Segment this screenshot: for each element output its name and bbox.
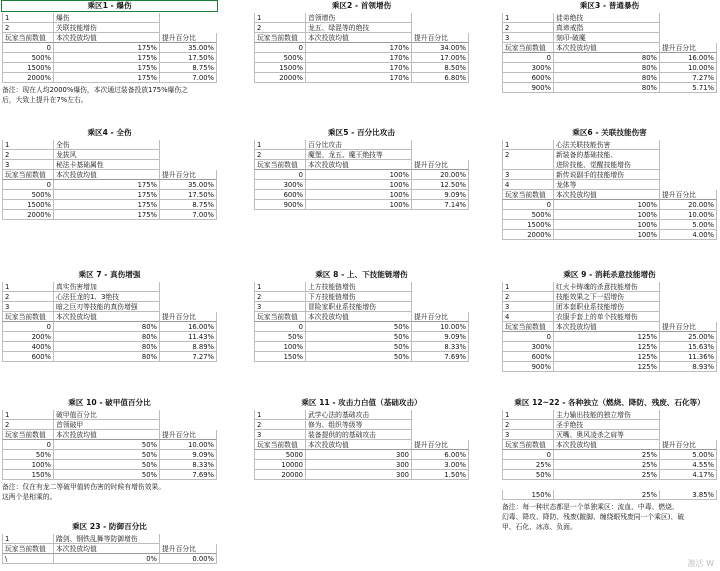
table-cell[interactable]: \ [2,554,54,564]
table-cell[interactable]: 8.33% [160,460,217,470]
column-header-cell[interactable]: 本次投放均值 [54,544,160,554]
column-header-cell[interactable]: 玩家当前数值 [502,43,554,53]
definition-text-cell[interactable]: 真谛戒指 [554,23,660,33]
definition-text-cell[interactable]: 秘法卡基础属性 [54,160,160,170]
table-cell[interactable]: 4.55% [660,460,717,470]
table-cell[interactable]: 100% [306,190,412,200]
table-cell[interactable]: 900% [502,83,554,93]
table-cell[interactable]: 17.00% [412,53,469,63]
block-title: 乘区 7 - 真伤增强 [78,270,141,279]
definition-index-cell[interactable]: 1 [254,140,306,150]
block-title: 乘区 8 - 上、下技能链增伤 [315,270,408,279]
table-cell[interactable]: 150% [2,470,54,480]
table-cell[interactable]: 10.00% [412,322,469,332]
table-cell[interactable]: 8.75% [160,63,217,73]
column-header-cell[interactable]: 玩家当前数值 [502,322,554,332]
block-title: 乘区 23 - 防御百分比 [72,522,147,531]
column-header-cell[interactable]: 提升百分比 [660,43,717,53]
table-cell[interactable]: 25% [502,460,554,470]
definition-text-cell[interactable]: 团本套职业系技能增伤 [554,302,660,312]
table-cell[interactable]: 9.09% [412,332,469,342]
column-header-cell[interactable]: 提升百分比 [412,440,469,450]
table-cell[interactable]: 80% [554,83,660,93]
definition-index-cell[interactable]: 4 [502,312,554,322]
definition-index-cell[interactable]: 1 [2,410,54,420]
table-cell[interactable]: 175% [54,43,160,53]
note-text: 幻毒、降攻、降防、残废(跛脚、缠绕眼残废同一个乘区)、破 [502,513,685,521]
definition-text-cell[interactable]: 全伤 [54,140,160,150]
definition-text-cell[interactable]: 装备提供的的基础攻击 [306,430,412,440]
definition-text-cell[interactable]: 关联技能增伤 [54,23,160,33]
column-header-cell[interactable]: 提升百分比 [160,312,217,322]
table-cell[interactable]: 1.50% [412,470,469,480]
definition-text-cell[interactable]: 真实伤害增加 [54,282,160,292]
table-cell[interactable]: 9.09% [412,190,469,200]
table-cell[interactable]: 7.14% [412,200,469,210]
definition-text-cell[interactable]: 圣手绝技 [554,420,660,430]
definition-index-cell[interactable]: 1 [502,282,554,292]
definition-text-cell[interactable]: 修为、组织等级等 [306,420,412,430]
column-header-cell[interactable]: 本次投放均值 [554,43,660,53]
column-header-cell[interactable]: 玩家当前数值 [2,33,54,43]
block-title: 乘区4 - 全伤 [87,128,132,137]
definition-index-cell[interactable]: 2 [502,292,554,302]
table-cell[interactable]: 16.00% [660,53,717,63]
table-cell[interactable]: 80% [554,63,660,73]
table-cell[interactable]: 400% [2,342,54,352]
column-header-cell[interactable]: 提升百分比 [412,33,469,43]
table-cell[interactable]: 0 [502,450,554,460]
definition-text-cell[interactable]: 龙拔风 [54,150,160,160]
table-cell[interactable]: 6.00% [412,450,469,460]
table-cell[interactable]: 0 [2,440,54,450]
table-cell[interactable]: 11.43% [160,332,217,342]
definition-index-cell[interactable]: 1 [254,410,306,420]
definition-text-cell[interactable]: 徒弟绝技 [554,13,660,23]
watermark: 激活 W [687,559,714,568]
table-cell[interactable]: 25% [554,490,660,500]
note-text: 备注：每一种状态都是一个单独乘区：流血、中毒、燃烧、 [502,503,679,511]
table-cell[interactable]: 175% [54,200,160,210]
column-header-cell[interactable]: 玩家当前数值 [502,440,554,450]
block-title: 乘区 9 - 消耗杀意技能增伤 [563,270,656,279]
table-cell[interactable]: 0 [502,53,554,63]
definition-index-cell[interactable]: 3 [254,302,306,312]
definition-text-cell[interactable]: 上方技能链增伤 [306,282,412,292]
block-title: 乘区 11 - 攻击力白值（基础攻击） [301,398,422,407]
definition-text-cell[interactable]: 衣服手套上的单个技能增伤 [554,312,660,322]
table-cell[interactable]: 10.00% [660,210,717,220]
definition-text-cell[interactable]: 龙五、绿混等的绝技 [306,23,412,33]
table-cell[interactable]: 50% [306,322,412,332]
table-cell[interactable]: 100% [554,200,660,210]
column-header-cell[interactable]: 本次投放均值 [54,312,160,322]
table-cell[interactable]: 80% [54,352,160,362]
definition-text-cell[interactable]: 灭嘴、奥风凌杀之肩等 [554,430,660,440]
table-cell[interactable]: 2000% [2,73,54,83]
definition-index-cell[interactable]: 2 [2,150,54,160]
table-cell[interactable]: 170% [306,63,412,73]
table-cell[interactable]: 500% [254,53,306,63]
table-cell[interactable]: 1500% [2,63,54,73]
table-cell[interactable]: 500% [2,53,54,63]
table-cell[interactable]: 300 [306,460,412,470]
table-cell[interactable]: 8.50% [412,63,469,73]
definition-index-cell[interactable]: 3 [502,33,554,43]
table-cell[interactable]: 50% [54,450,160,460]
definition-index-cell[interactable]: 3 [2,302,54,312]
table-cell[interactable]: 175% [54,63,160,73]
table-cell[interactable]: 35.00% [160,43,217,53]
table-cell[interactable]: 170% [306,53,412,63]
column-header-cell[interactable]: 玩家当前数值 [254,440,306,450]
table-cell[interactable]: 7.27% [660,73,717,83]
column-header-cell[interactable]: 玩家当前数值 [2,312,54,322]
definition-text-cell[interactable]: 下方技能链增伤 [306,292,412,302]
table-cell[interactable]: 5000 [254,450,306,460]
definition-text-cell[interactable]: 心法关联技能伤害 [554,140,660,150]
block-title: 乘区3 - 普通暴伤 [579,1,640,10]
definition-text-cell[interactable]: 红火卡铸魂的杀意技能增伤 [554,282,660,292]
table-cell[interactable]: 125% [554,342,660,352]
column-header-cell[interactable]: 玩家当前数值 [2,544,54,554]
definition-text-cell[interactable]: 踏剑、钢铁乱舞等防御增伤 [54,534,160,544]
table-cell[interactable]: 80% [554,53,660,63]
definition-index-cell[interactable]: 2 [2,420,54,430]
definition-index-cell[interactable]: 2 [502,23,554,33]
table-cell[interactable]: 80% [54,342,160,352]
column-header-cell[interactable]: 本次投放均值 [554,440,660,450]
table-cell[interactable]: 8.89% [160,342,217,352]
table-cell[interactable]: 100% [2,460,54,470]
column-header-cell[interactable]: 提升百分比 [160,430,217,440]
table-cell[interactable]: 50% [54,440,160,450]
table-cell[interactable]: 600% [2,352,54,362]
column-header-cell[interactable]: 玩家当前数值 [2,170,54,180]
table-cell[interactable]: 50% [2,450,54,460]
definition-index-cell[interactable]: 3 [502,430,554,440]
table-cell[interactable]: 175% [54,53,160,63]
table-cell[interactable]: 0 [2,180,54,190]
column-header-cell[interactable]: 提升百分比 [160,33,217,43]
definition-index-cell[interactable]: 1 [2,534,54,544]
block-title: 乘区6 - 关联技能伤害 [572,128,647,137]
definition-text-cell[interactable]: 刻印-破魔 [554,33,660,43]
definition-text-cell[interactable]: 首领增伤 [306,13,412,23]
table-cell[interactable]: 1500% [502,220,554,230]
table-cell[interactable]: 900% [502,362,554,372]
column-header-cell[interactable]: 提升百分比 [160,544,217,554]
table-cell[interactable]: 0 [502,332,554,342]
table-cell[interactable]: 125% [554,362,660,372]
table-cell[interactable]: 5.71% [660,83,717,93]
column-header-cell[interactable]: 本次投放均值 [306,440,412,450]
table-cell[interactable]: 50% [54,460,160,470]
table-cell[interactable]: 100% [254,342,306,352]
column-header-cell[interactable]: 本次投放均值 [554,322,660,332]
table-cell[interactable]: 500% [502,210,554,220]
table-cell[interactable]: 175% [54,210,160,220]
table-cell[interactable]: 12.50% [412,180,469,190]
table-cell[interactable]: 25% [554,450,660,460]
table-cell[interactable]: 50% [306,332,412,342]
table-cell[interactable]: 0 [502,200,554,210]
column-header-cell[interactable]: 提升百分比 [660,322,717,332]
table-cell[interactable]: 7.00% [160,210,217,220]
table-cell[interactable]: 50% [502,470,554,480]
table-cell[interactable]: 2000% [502,230,554,240]
table-cell[interactable]: 20.00% [660,200,717,210]
note-text: 备注：现在人均2000%爆伤，本次通过装备投放175%爆伤之 [2,86,188,94]
table-cell[interactable]: 8.33% [412,342,469,352]
table-cell[interactable]: 150% [502,490,554,500]
table-cell[interactable]: 125% [554,332,660,342]
column-header-cell[interactable]: 本次投放均值 [54,170,160,180]
table-cell[interactable]: 4.00% [660,230,717,240]
table-cell[interactable]: 100% [306,200,412,210]
definition-index-cell[interactable]: 2 [254,420,306,430]
block-title: 乘区5 - 百分比攻击 [328,128,395,137]
column-header-cell[interactable]: 玩家当前数值 [2,430,54,440]
definition-index-cell[interactable]: 1 [502,140,554,150]
definition-text-cell[interactable]: 冒险家职业系技能增伤 [306,302,412,312]
table-cell[interactable]: 17.50% [160,53,217,63]
definition-index-cell[interactable]: 2 [502,420,554,430]
definition-index-cell[interactable]: 2 [254,292,306,302]
column-header-cell[interactable]: 本次投放均值 [306,160,412,170]
column-header-cell[interactable]: 本次投放均值 [306,312,412,322]
table-cell[interactable]: 7.27% [160,352,217,362]
table-cell[interactable]: 900% [254,200,306,210]
table-cell[interactable]: 300 [306,470,412,480]
table-cell[interactable]: 34.00% [412,43,469,53]
definition-index-cell[interactable]: 1 [2,13,54,23]
definition-text-cell[interactable]: 武学心法的基础攻击 [306,410,412,420]
table-cell[interactable]: 11.36% [660,352,717,362]
table-cell[interactable]: 7.69% [160,470,217,480]
definition-text-cell[interactable]: 技能效果之下一招增伤 [554,292,660,302]
table-cell[interactable]: 600% [502,352,554,362]
definition-index-cell[interactable]: 3 [502,170,554,180]
table-cell[interactable]: 2000% [2,210,54,220]
definition-text-cell[interactable]: 首领破甲 [54,420,160,430]
table-cell[interactable]: 1500% [2,200,54,210]
column-header-cell[interactable]: 玩家当前数值 [254,160,306,170]
table-cell[interactable]: 600% [254,190,306,200]
table-cell[interactable]: 0 [254,170,306,180]
column-header-cell[interactable]: 提升百分比 [160,170,217,180]
table-cell[interactable]: 7.00% [160,73,217,83]
table-cell[interactable]: 15.63% [660,342,717,352]
note-text: 甲、石化、冰冻、负面。 [502,523,577,531]
table-cell[interactable]: 100% [306,180,412,190]
column-header-cell[interactable]: 提升百分比 [660,440,717,450]
column-header-cell[interactable]: 本次投放均值 [54,430,160,440]
definition-text-cell[interactable]: 百分比攻击 [306,140,412,150]
table-cell[interactable]: 100% [554,230,660,240]
table-cell[interactable]: 125% [554,352,660,362]
table-cell[interactable]: 9.09% [160,450,217,460]
table-cell[interactable]: 0.00% [160,554,217,564]
note-text: 这两个是相乘的。 [2,493,57,501]
table-cell[interactable]: 10.00% [160,440,217,450]
column-header-cell[interactable]: 提升百分比 [412,160,469,170]
definition-text-cell[interactable]: 魔堡、龙五、魔王绝技等 [306,150,412,160]
definition-index-cell[interactable]: 2 [502,150,554,170]
note-text: 备注：仅在有龙二等破甲值转伤害的时候有增伤效果。 [2,483,166,491]
table-cell[interactable]: 175% [54,190,160,200]
block-title: 乘区2 - 首领增伤 [331,1,392,10]
note-text: 后，大致上提升在7%左右。 [2,96,88,104]
definition-index-cell[interactable]: 3 [254,430,306,440]
table-cell[interactable]: 50% [54,470,160,480]
table-cell[interactable]: 0 [2,322,54,332]
definition-index-cell[interactable]: 4 [502,180,554,190]
table-cell[interactable]: 25% [554,460,660,470]
definition-index-cell[interactable]: 1 [2,140,54,150]
table-cell[interactable]: 3.85% [660,490,717,500]
table-cell[interactable]: 10000 [254,460,306,470]
table-cell[interactable]: 80% [54,322,160,332]
table-cell[interactable]: 100% [554,220,660,230]
table-cell[interactable]: 175% [54,73,160,83]
block-title[interactable]: 乘区1 - 爆伤 [2,1,217,11]
definition-index-cell[interactable]: 3 [502,302,554,312]
table-cell[interactable]: 6.80% [412,73,469,83]
table-cell[interactable]: 500% [2,190,54,200]
table-cell[interactable]: 0 [254,322,306,332]
table-cell[interactable]: 8.75% [160,200,217,210]
column-header-cell[interactable]: 玩家当前数值 [254,312,306,322]
table-cell[interactable]: 2000% [254,73,306,83]
table-cell[interactable]: 25.00% [660,332,717,342]
column-header-cell[interactable]: 本次投放均值 [306,33,412,43]
table-cell[interactable]: 50% [306,352,412,362]
column-header-cell[interactable]: 玩家当前数值 [254,33,306,43]
definition-text-cell[interactable]: 新装备的基础技能、 进阶技能、觉醒技能增伤 [554,150,660,170]
definition-index-cell[interactable]: 1 [502,410,554,420]
table-cell[interactable]: 175% [54,180,160,190]
table-cell[interactable]: 0% [54,554,160,564]
definition-index-cell[interactable]: 2 [254,23,306,33]
definition-text-cell[interactable]: 破甲值百分比 [54,410,160,420]
definition-text-cell[interactable]: 心法狂龙的1、3绝技 [54,292,160,302]
definition-text-cell[interactable]: 暗之巨刃等技能的真伤增强 [54,302,160,312]
column-header-cell[interactable]: 玩家当前数值 [502,190,554,200]
table-cell[interactable]: 0 [2,43,54,53]
definition-index-cell[interactable]: 1 [254,282,306,292]
table-cell[interactable]: 100% [554,210,660,220]
table-cell[interactable]: 1500% [254,63,306,73]
block-title: 乘区 12~22 - 各种独立（燃烧、降防、残废、石化等） [514,398,705,407]
table-cell[interactable]: 0 [254,43,306,53]
definition-index-cell[interactable]: 2 [2,23,54,33]
definition-text-cell[interactable]: 新传说副手的技能增伤 [554,170,660,180]
table-cell[interactable]: 170% [306,43,412,53]
table-cell[interactable]: 4.17% [660,470,717,480]
table-cell[interactable]: 300 [306,450,412,460]
definition-text-cell[interactable]: 爆伤 [54,13,160,23]
table-cell[interactable]: 8.93% [660,362,717,372]
column-header-cell[interactable]: 提升百分比 [412,312,469,322]
definition-index-cell[interactable]: 3 [2,160,54,170]
definition-text-cell[interactable]: 龙体等 [554,180,660,190]
table-cell[interactable]: 300% [502,342,554,352]
table-cell[interactable]: 80% [54,332,160,342]
definition-index-cell[interactable]: 2 [2,292,54,302]
definition-index-cell[interactable]: 1 [254,13,306,23]
table-cell[interactable]: 10.00% [660,63,717,73]
table-cell[interactable]: 80% [554,73,660,83]
table-cell[interactable]: 5.00% [660,220,717,230]
table-cell[interactable]: 600% [502,73,554,83]
table-cell[interactable]: 100% [306,170,412,180]
definition-index-cell[interactable]: 1 [502,13,554,23]
table-cell[interactable]: 300% [254,180,306,190]
column-header-cell[interactable]: 本次投放均值 [54,33,160,43]
table-cell[interactable]: 170% [306,73,412,83]
column-header-cell[interactable]: 本次投放均值 [554,190,660,200]
table-cell[interactable]: 150% [254,352,306,362]
definition-index-cell[interactable]: 2 [254,150,306,160]
table-cell[interactable]: 35.00% [160,180,217,190]
table-cell[interactable]: 20.00% [412,170,469,180]
table-cell[interactable]: 50% [306,342,412,352]
table-cell[interactable]: 25% [554,470,660,480]
table-cell[interactable]: 300% [502,63,554,73]
table-cell[interactable]: 3.00% [412,460,469,470]
table-cell[interactable]: 5.00% [660,450,717,460]
table-cell[interactable]: 16.00% [160,322,217,332]
definition-index-cell[interactable]: 1 [2,282,54,292]
table-cell[interactable]: 7.69% [412,352,469,362]
column-header-cell[interactable]: 提升百分比 [660,190,717,200]
table-cell[interactable]: 50% [254,332,306,342]
block-title: 乘区 10 - 破甲值百分比 [68,398,151,407]
table-cell[interactable]: 200% [2,332,54,342]
table-cell[interactable]: 20000 [254,470,306,480]
definition-text-cell[interactable]: 主力输出技能的独立增伤 [554,410,660,420]
table-cell[interactable]: 17.50% [160,190,217,200]
